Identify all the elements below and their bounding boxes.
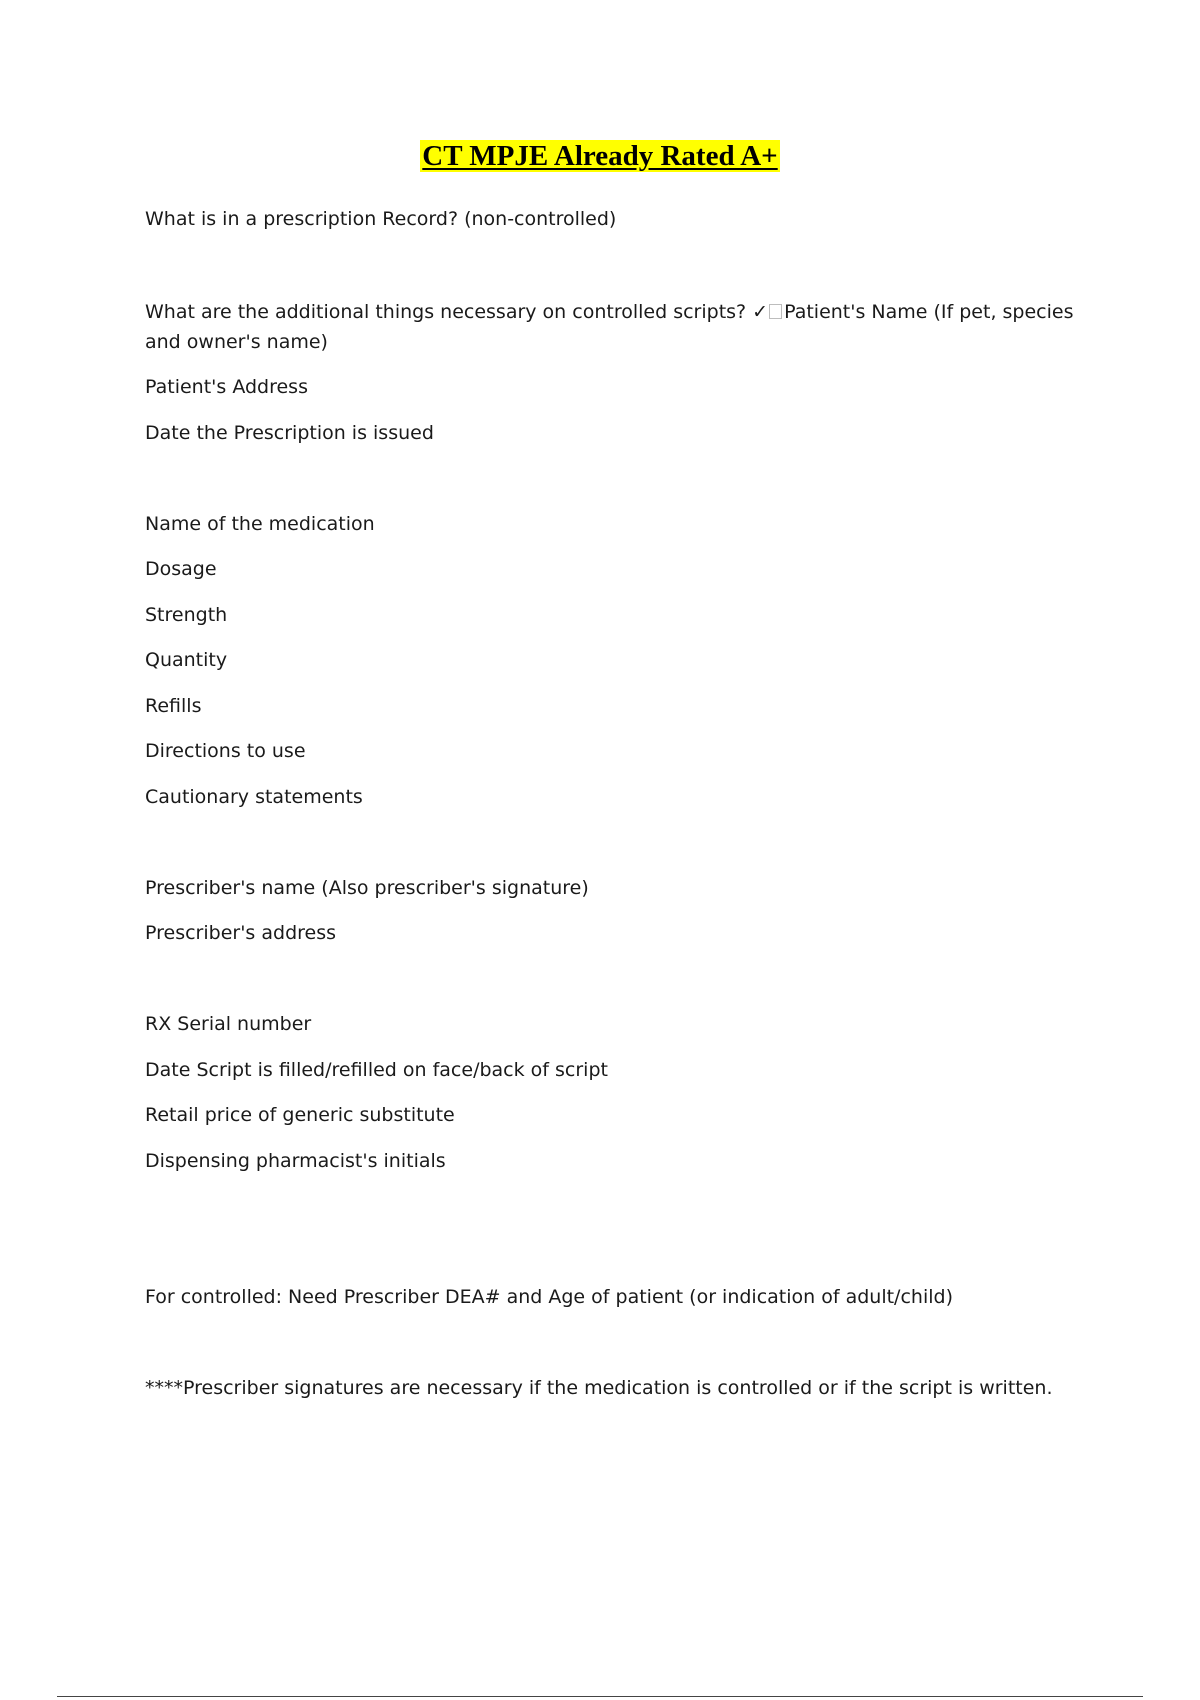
list-item: Strength bbox=[145, 604, 228, 626]
list-item: Refills bbox=[145, 695, 202, 717]
signature-note: ****Prescriber signatures are necessary if the medication is controlled or if the script is written. bbox=[145, 1377, 1053, 1399]
title-container bbox=[0, 140, 1200, 173]
answer-text: Patient's Name (If pet, species and owner's name) bbox=[145, 301, 1074, 353]
list-item: Prescriber's name (Also prescriber's signature) bbox=[145, 877, 589, 899]
list-item: Patient's Address bbox=[145, 376, 308, 398]
controlled-note: For controlled: Need Prescriber DEA# and Age of patient (or indication of adult/child) bbox=[145, 1286, 953, 1308]
list-item: Prescriber's address bbox=[145, 922, 337, 944]
question-text: What are the additional things necessary on controlled scripts? bbox=[145, 301, 753, 323]
list-item: Date the Prescription is issued bbox=[145, 422, 434, 444]
list-item: Retail price of generic substitute bbox=[145, 1104, 455, 1126]
list-item: Dosage bbox=[145, 558, 217, 580]
list-item: Cautionary statements bbox=[145, 786, 363, 808]
list-item: Dispensing pharmacist's initials bbox=[145, 1150, 446, 1172]
question-controlled-scripts bbox=[145, 297, 1075, 357]
document-title: CT MPJE Already Rated A+ bbox=[422, 140, 778, 172]
empty-box-icon bbox=[769, 304, 782, 319]
question-prescription-record: What is in a prescription Record? (non-controlled) bbox=[145, 208, 617, 230]
list-item: Date Script is filled/refilled on face/back of script bbox=[145, 1059, 608, 1081]
list-item: RX Serial number bbox=[145, 1013, 312, 1035]
list-item: Name of the medication bbox=[145, 513, 375, 535]
footer-divider bbox=[57, 1696, 1143, 1697]
list-item: Directions to use bbox=[145, 740, 306, 762]
checkmark-icon: ✓ bbox=[752, 301, 769, 323]
list-item: Quantity bbox=[145, 649, 228, 671]
